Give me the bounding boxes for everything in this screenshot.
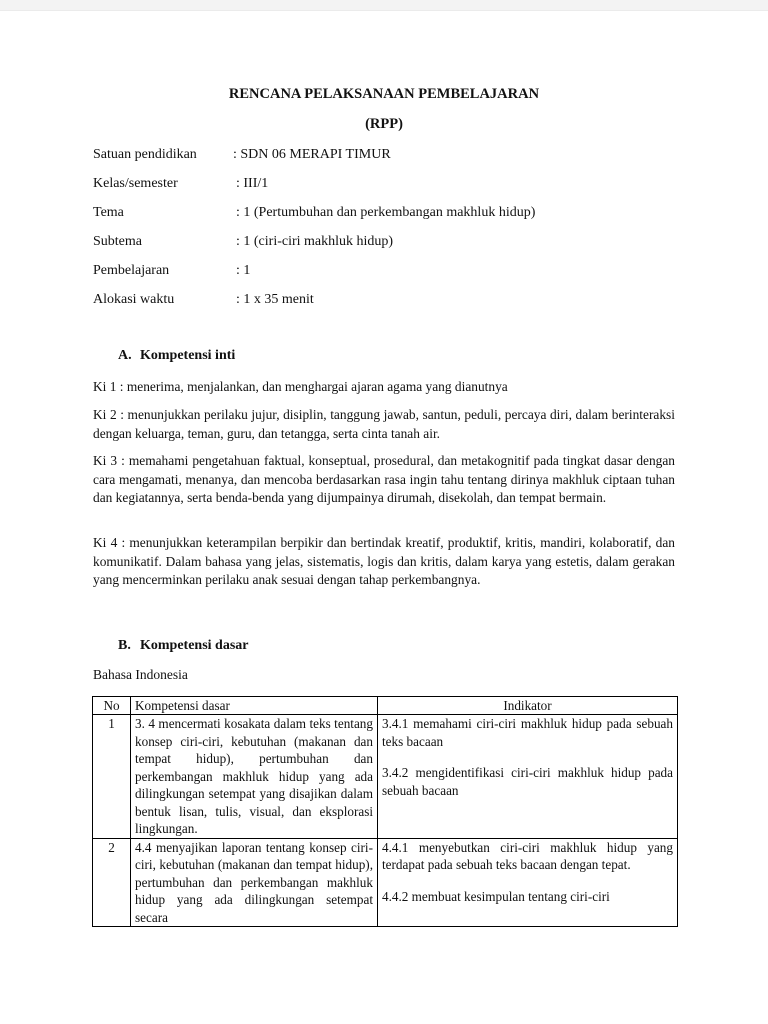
indikator-cell (378, 715, 678, 839)
indikator-item: 4.4.1 menyebutkan ciri-ciri makhluk hidup yang terdapat pada sebuah teks bacaan dengan tepat. (382, 839, 673, 872)
indikator-item: 3.4.2 mengidentifikasi ciri-ciri makhluk hidup pada sebuah bacaan (382, 765, 673, 798)
identity-value: : III/1 (236, 176, 269, 191)
ki-4-paragraph: Ki 4 : menunjukkan keterampilan berpikir dan bertindak kreatif, produktif, kritis, mandiri, kolaboratif, dan komunikatif. Dalam bahasa yang jelas, sistematis, logis dan kritis, dalam karya yang estetis, dalam gerakan yang mencerminkan perilaku anak sesuai dengan tahap perkembangnya. (93, 535, 675, 587)
header-kompetensi-dasar: Kompetensi dasar (131, 697, 378, 715)
header-no: No (93, 697, 131, 715)
subject-label: Bahasa Indonesia (93, 667, 188, 682)
identity-label: Pembelajaran (93, 263, 170, 278)
table-header-row (93, 697, 678, 715)
document-title: RENCANA PELAKSANAAN PEMBELAJARAN (228, 86, 540, 102)
identity-label: Tema (93, 205, 124, 220)
competency-table (92, 696, 678, 927)
kompetensi-dasar-cell: 3. 4 mencermati kosakata dalam teks tentang konsep ciri-ciri, kebutuhan (makanan dan tempat hidup), pertumbuhan dan perkembangan makhluk hidup yang ada dilingkungan setempat yang disajikan dalam bentuk lisan, tulis, visual, dan eksplorasi lingkungan. (131, 715, 378, 839)
identity-value: : 1 (ciri-ciri makhluk hidup) (236, 234, 394, 249)
row-number: 2 (93, 838, 131, 927)
identity-label: Satuan pendidikan (93, 147, 197, 162)
identity-row (93, 291, 535, 320)
identity-block (93, 146, 535, 320)
table-row (93, 715, 678, 839)
identity-row (93, 146, 535, 175)
identity-value: : 1 (236, 263, 251, 278)
section-a-title: Kompetensi inti (140, 348, 236, 363)
identity-value: : 1 (Pertumbuhan dan perkembangan makhluk hidup) (236, 205, 536, 220)
page-top-edge (0, 0, 768, 11)
competency-table-wrapper (92, 696, 678, 934)
ki-3-paragraph: Ki 3 : memahami pengetahuan faktual, konseptual, prosedural, dan metakognitif pada tingkat dasar dengan cara mengamati, menanya, dan mencoba berdasarkan rasa ingin tahu tentang dirinya makhluk ciptaan tuhan dan kegiatannya, serta benda-benda yang dijumpainya dirumah, disekolah, dan tempat bermain. (93, 453, 675, 505)
identity-value: : SDN 06 MERAPI TIMUR (233, 147, 391, 162)
indikator-cell (378, 838, 678, 927)
section-a-marker: A. (118, 348, 132, 363)
indikator-item: 3.4.1 memahami ciri-ciri makhluk hidup pada sebuah teks bacaan (382, 716, 673, 749)
document-subtitle: (RPP) (365, 116, 403, 132)
identity-row (93, 204, 535, 233)
ki-1-paragraph: Ki 1 : menerima, menjalankan, dan menghargai ajaran agama yang dianutnya (93, 379, 508, 394)
kompetensi-dasar-cell: 4.4 menyajikan laporan tentang konsep ciri-ciri, kebutuhan (makanan dan tempat hidup), pertumbuhan dan perkembangan makhluk hidup yang ada dilingkungan setempat secara (131, 838, 378, 927)
identity-row (93, 262, 535, 291)
section-b-marker: B. (118, 638, 131, 653)
row-number: 1 (93, 715, 131, 839)
indikator-item: 4.4.2 membuat kesimpulan tentang ciri-ciri (382, 888, 610, 904)
section-a-heading (118, 348, 235, 364)
identity-value: : 1 x 35 menit (236, 292, 314, 307)
identity-label: Kelas/semester (93, 176, 178, 191)
header-indikator: Indikator (378, 697, 678, 715)
ki-2-paragraph: Ki 2 : menunjukkan perilaku jujur, disiplin, tanggung jawab, santun, peduli, percaya diri, dalam berinteraksi dengan keluarga, teman, guru, dan tetangga, serta cinta tanah air. (93, 407, 675, 441)
identity-row (93, 233, 535, 262)
table-row (93, 838, 678, 927)
section-b-heading (118, 638, 249, 654)
identity-row (93, 175, 535, 204)
section-b-title: Kompetensi dasar (140, 638, 249, 653)
identity-label: Alokasi waktu (93, 292, 175, 307)
identity-label: Subtema (93, 234, 142, 249)
